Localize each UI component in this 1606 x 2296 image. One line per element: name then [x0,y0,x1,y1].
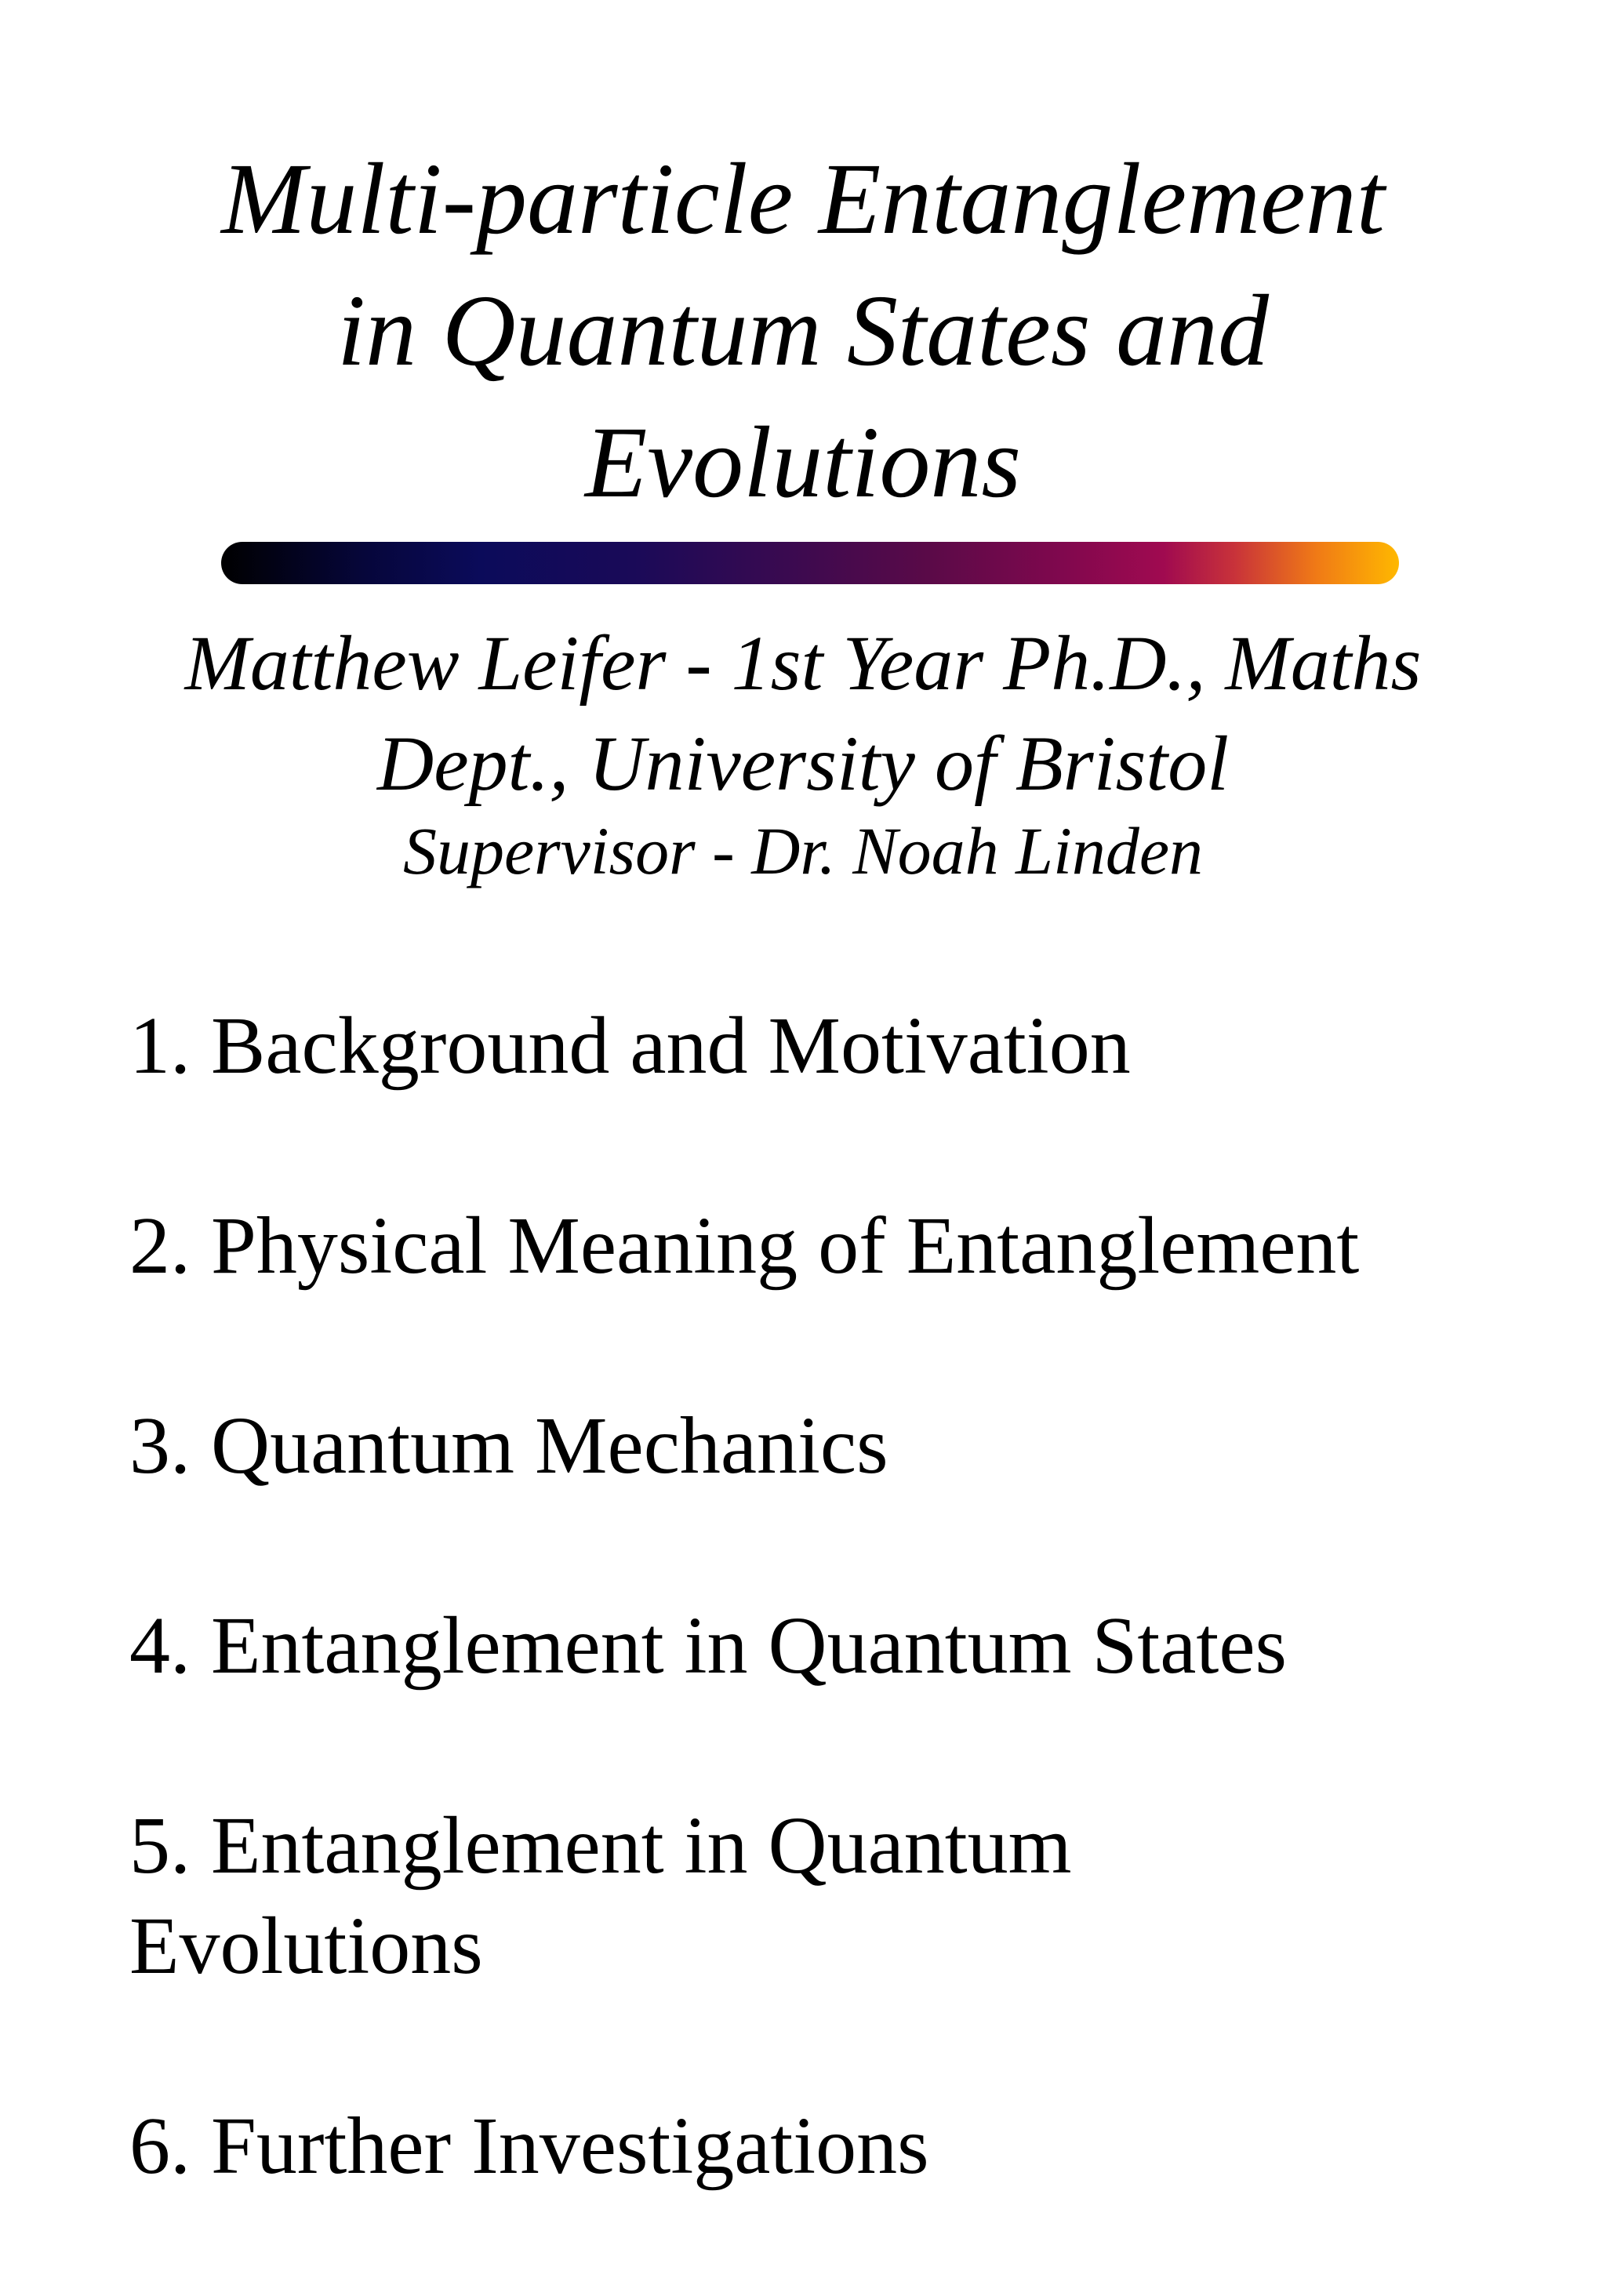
outline-item: 1. Background and Motivation [129,1001,1131,1091]
title-line-1: Multi-particle Entanglement [221,143,1385,256]
outline-item: 3. Quantum Mechanics [129,1400,888,1491]
outline-item: 5. Entanglement in Quantum Evolutions [129,1800,1072,1991]
author-line-1: Matthew Leifer - 1st Year Ph.D., Maths [184,619,1422,707]
outline-item: 2. Physical Meaning of Entanglement [129,1201,1360,1291]
title-line-3: Evolutions [584,406,1022,519]
author-line-2: Dept., University of Bristol [377,720,1229,807]
author-block [0,613,1606,814]
outline-item: 6. Further Investigations [129,2101,929,2191]
outline-item: 4. Entanglement in Quantum States [129,1600,1287,1691]
title-line-2: in Quantum States and [336,274,1270,387]
outline-list [129,996,1588,2296]
gradient-divider-bar [221,542,1399,584]
slide-title [0,133,1606,529]
supervisor-line: Supervisor - Dr. Noah Linden [402,813,1204,888]
